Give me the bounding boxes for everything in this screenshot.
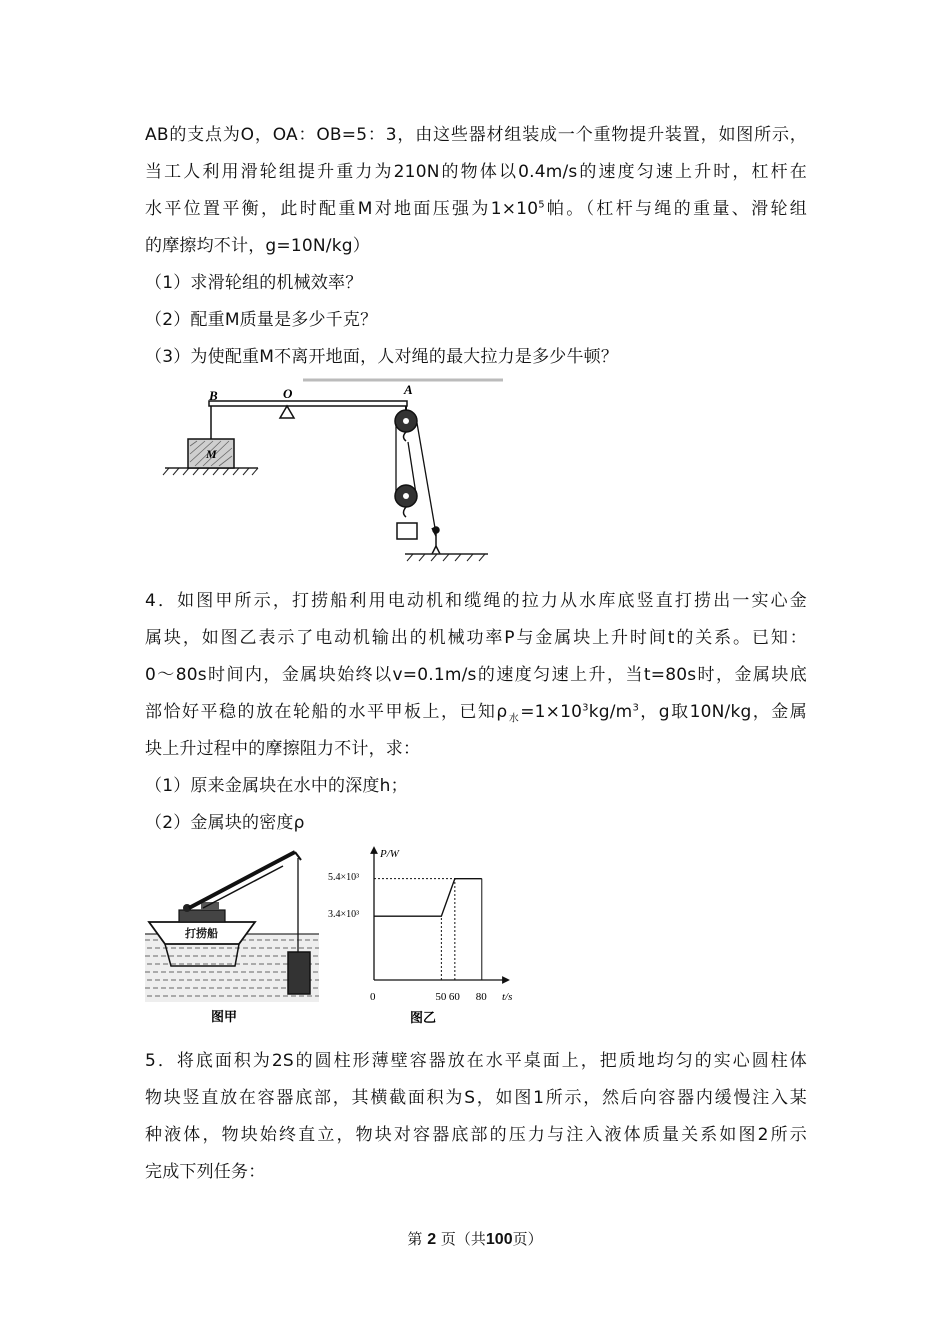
q3-line-4: 的摩擦均不计，g=10N/kg） xyxy=(145,236,370,256)
q5-line-4: 完成下列任务： xyxy=(145,1162,266,1182)
power-line xyxy=(374,879,482,917)
q4-line-2: 属块，如图乙表示了电动机输出的机械功率P与金属块上升时间t的关系。已知： xyxy=(145,628,807,648)
q3-sub-2: （2）配重M质量是多少千克？ xyxy=(145,310,378,330)
label-o: O xyxy=(283,386,293,401)
q3-line-2: 当工人利用滑轮组提升重力为210N的物体以0.4m/s的速度匀速上升时，杠杆在 xyxy=(145,162,807,182)
q3-line-3: 水平位置平衡，此时配重M对地面压强为$1\times 10^5$帕。（杠杆与绳的重量、滑轮组 xyxy=(145,199,807,219)
lever-bar xyxy=(209,401,407,406)
load-block xyxy=(397,523,417,539)
x-tick-60: 60 xyxy=(448,991,460,1003)
q5-line-3: 种液体，物块始终直立，物块对容器底部的压力与注入液体质量关系如图2所示 xyxy=(145,1125,807,1145)
x-tick-50: 50 xyxy=(435,991,447,1003)
origin-label: 0 xyxy=(370,991,376,1003)
q4-sub-1: （1）原来金属块在水中的深度h； xyxy=(145,776,408,796)
x-tick-80: 80 xyxy=(475,991,487,1003)
label-m: M xyxy=(206,447,217,461)
lever-pulley-figure xyxy=(143,378,509,568)
q5-line-1: 5．将底面积为2S的圆柱形薄壁容器放在水平桌面上，把质地均匀的实心圆柱体 xyxy=(145,1051,807,1071)
page-footer: 第 2 页（共100页） xyxy=(407,1230,543,1248)
caption-yi: 图乙 xyxy=(410,1011,437,1026)
q3-sub-3: （3）为使配重M不离开地面，人对绳的最大拉力是多少牛顿？ xyxy=(145,347,619,367)
q4-line-1: 4．如图甲所示，打捞船利用电动机和缆绳的拉力从水库底竖直打捞出一实心金 xyxy=(145,591,807,611)
fulcrum xyxy=(280,406,294,418)
salvage-boat-figure xyxy=(143,848,333,1028)
current-page-number: 2 xyxy=(427,1231,437,1248)
q3-line-1: AB的支点为O，OA：OB=5：3，由这些器材组装成一个重物提升装置，如图所示， xyxy=(145,125,807,145)
label-b: B xyxy=(209,388,218,403)
label-a: A xyxy=(404,382,413,397)
q5-line-2: 物块竖直放在容器底部，其横截面积为S，如图1所示，然后向容器内缓慢注入某 xyxy=(145,1088,807,1108)
boat-label: 打捞船 xyxy=(185,927,218,940)
y-tick-low: 3.4×10³ xyxy=(328,909,360,920)
y-axis-label: P/W xyxy=(380,848,399,860)
y-tick-high: 5.4×10³ xyxy=(328,872,360,883)
q3-sub-1: （1）求滑轮组的机械效率？ xyxy=(145,273,363,293)
worker-figure xyxy=(432,527,440,554)
metal-block xyxy=(288,952,310,994)
q4-line-3: 0～80s时间内，金属块始终以v=0.1m/s的速度匀速上升，当t=80s时，金属块底 xyxy=(145,665,807,685)
power-time-chart xyxy=(326,842,516,1028)
q4-line-4: 部恰好平稳的放在轮船的水平甲板上，已知$\rho_水=1\times 10^3kg/m^3$，g取10N/kg，金属 xyxy=(145,702,807,725)
q4-line-5: 块上升过程中的摩擦阻力不计，求： xyxy=(145,739,421,759)
x-axis-label: t/s xyxy=(502,991,513,1003)
q4-sub-2: （2）金属块的密度ρ xyxy=(145,813,305,833)
caption-jia: 图甲 xyxy=(211,1010,238,1025)
total-pages: 100 xyxy=(485,1231,513,1248)
